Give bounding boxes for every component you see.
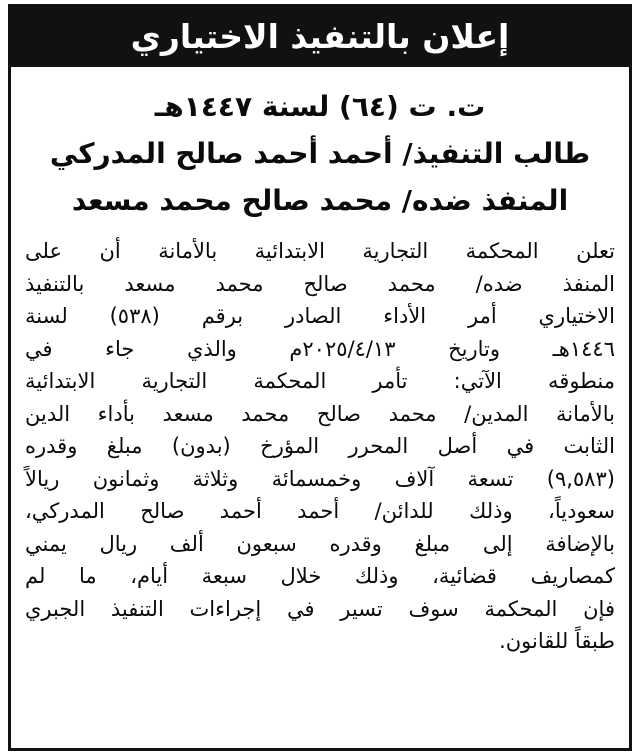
notice-box [8, 4, 632, 751]
body-line: فإن المحكمة سوف تسير في إجراءات التنفيذ الجبري [25, 596, 615, 621]
body-line: بالأمانة المدين/ محمد صالح محمد مسعد بأداء الدين [25, 401, 615, 426]
body-line: طبقاً للقانون. [499, 629, 615, 653]
applicant-line: طالب التنفيذ/ أحمد أحمد صالح المدركي [49, 137, 591, 170]
body-line: (٩,٥٨٣) تسعة آلاف وخمسمائة وثلاثة وثمانون ريالاً [25, 466, 615, 491]
body-line: المنفذ ضده/ محمد صالح محمد مسعد بالتنفيذ [25, 271, 615, 296]
body-line: بالإضافة إلى مبلغ وقدره سبعون ألف ريال يمني [25, 531, 615, 556]
body-line: ١٤٤٦هـ وتاريخ ٢٠٢٥/٤/١٣م والذي جاء في [25, 336, 615, 361]
body-line: الاختياري أمر الأداء الصادر برقم (٥٣٨) لسنة [25, 304, 615, 328]
body-line: الثابت في أصل المحرر المؤرخ (بدون) مبلغ وقدره [25, 434, 615, 458]
notice-body [25, 235, 615, 658]
body-line: سعودياً، وذلك للدائن/ أحمد أحمد صالح المدركي، [25, 499, 615, 523]
body-line: كمصاريف قضائية، وذلك خلال سبعة أيام، ما لم [25, 564, 615, 588]
respondent-line: المنفذ ضده/ محمد صالح محمد مسعد [71, 184, 569, 217]
notice-title: إعلان بالتنفيذ الاختياري [11, 7, 629, 67]
notice-headlines [11, 83, 629, 224]
body-line: منطوقه الآتي: تأمر المحكمة التجارية الابتدائية [25, 369, 615, 393]
body-line: تعلن المحكمة التجارية الابتدائية بالأمانة أن على [25, 239, 615, 263]
case-number: ت. ت (٦٤) لسنة ١٤٤٧هـ [154, 90, 486, 123]
